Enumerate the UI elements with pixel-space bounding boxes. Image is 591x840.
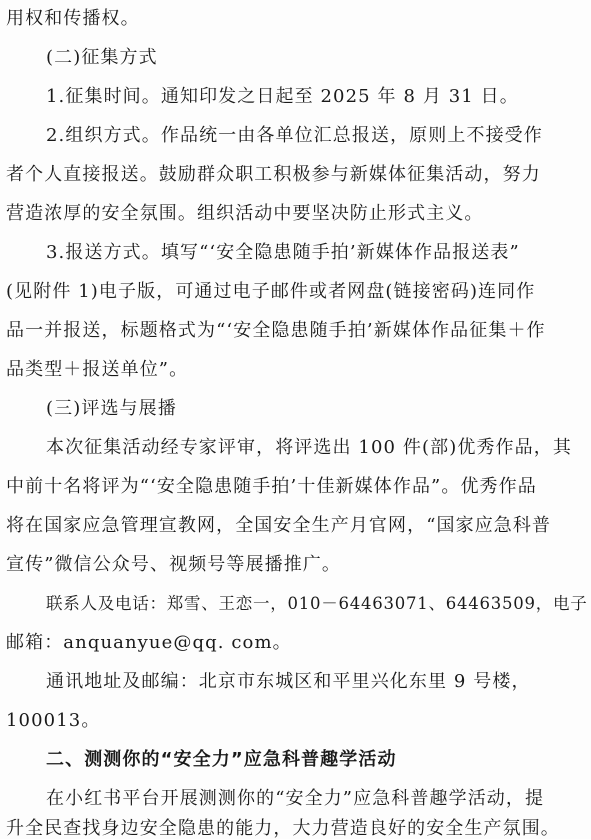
text-line-contact: 联系人及电话：郑雪、王恋一，010－64463071、64463509，电子 bbox=[46, 594, 588, 613]
text-line-collection-time: 1.征集时间。通知印发之日起至 2025 年 8 月 31 日。 bbox=[46, 86, 519, 107]
text-line-10: 品类型＋报送单位”。 bbox=[6, 359, 189, 380]
text-line-21: 在小红书平台开展测测你的“安全力”应急科普趣学活动，提 bbox=[46, 788, 545, 809]
text-line-14: 将在国家应急管理宣教网，全国安全生产月官网，“国家应急科普 bbox=[6, 515, 552, 536]
text-line-5: 者个人直接报送。鼓励群众职工积极参与新媒体征集活动，努力 bbox=[6, 164, 541, 185]
text-line-postcode: 100013。 bbox=[6, 710, 101, 731]
text-line-submission-method: 3.报送方式。填写“‘安全隐患随手拍’新媒体作品报送表” bbox=[46, 242, 520, 263]
text-line-6: 营造浓厚的安全氛围。组织活动中要坚决防止形式主义。 bbox=[6, 203, 484, 224]
text-line-12: 本次征集活动经专家评审，将评选出 100 件(部)优秀作品，其 bbox=[46, 437, 572, 458]
text-line-13: 中前十名将评为“‘安全隐患随手拍’十佳新媒体作品”。优秀作品 bbox=[6, 476, 537, 497]
text-line-9: 品一并报送，标题格式为“‘安全隐患随手拍’新媒体作品征集＋作 bbox=[6, 320, 546, 341]
text-line-22: 升全民查找身边安全隐患的能力，大力营造良好的安全生产氛围。 bbox=[6, 818, 560, 839]
text-line-email: 邮箱：anquanyue@qq. com。 bbox=[6, 632, 292, 653]
section-heading-selection: (三)评选与展播 bbox=[46, 398, 177, 419]
text-line-8: (见附件 1)电子版，可通过电子邮件或者网盘(链接密码)连同作 bbox=[6, 281, 536, 302]
text-line-address: 通讯地址及邮编：北京市东城区和平里兴化东里 9 号楼， bbox=[46, 671, 531, 692]
text-line-1: 用权和传播权。 bbox=[6, 8, 140, 29]
text-line-organization-method: 2.组织方式。作品统一由各单位汇总报送，原则上不接受作 bbox=[46, 125, 543, 146]
section-heading-collection-method: (二)征集方式 bbox=[46, 47, 158, 68]
text-line-15: 宣传”微信公众号、视频号等展播推广。 bbox=[6, 554, 342, 575]
section-heading-safety-test: 二、测测你的“安全力”应急科普趣学活动 bbox=[46, 749, 397, 770]
